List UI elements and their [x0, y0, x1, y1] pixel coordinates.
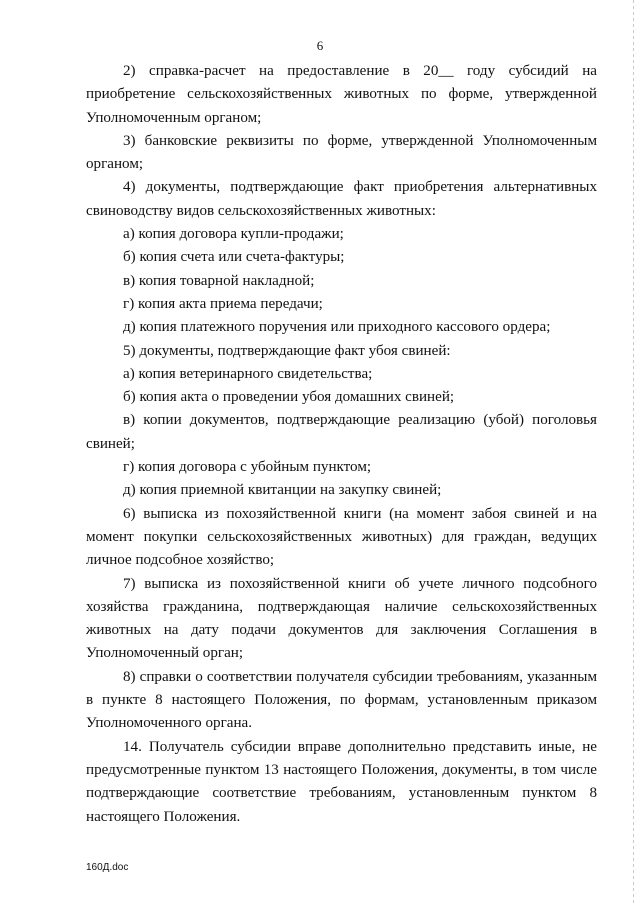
paragraph-clause-14: 14. Получатель субсидии вправе дополнительно представить иные, не предусмотренные пунктом 13 настоящего Положения, документы, в том числе подтверждающие соответствие требованиям, установленным пунктом 8 настоящего Положения.	[86, 738, 597, 825]
paragraph-item-7: 7) выписка из похозяйственной книги об учете личного подсобного хозяйства гражданина, подтверждающая наличие сельскохозяйственных животных на дату подачи документов для заключения Соглашения в Уполномоченный орган;	[86, 575, 597, 662]
paragraph-item-4g: г) копия акта приема передачи;	[123, 295, 323, 312]
paragraph-item-5a: а) копия ветеринарного свидетельства;	[123, 365, 373, 382]
document-body	[86, 60, 597, 829]
paragraph-item-4v: в) копия товарной накладной;	[123, 272, 315, 289]
paragraph-item-4d: д) копия платежного поручения или приходного кассового ордера;	[123, 319, 551, 336]
paragraph-item-5g: г) копия договора с убойным пунктом;	[123, 459, 372, 476]
paragraph-item-5d: д) копия приемной квитанции на закупку свиней;	[123, 482, 442, 499]
paragraph-item-6: 6) выписка из похозяйственной книги (на момент забоя свиней и на момент покупки сельскохозяйственных животных) для граждан, ведущих личное подсобное хозяйство;	[86, 505, 597, 569]
paragraph-item-3: 3) банковские реквизиты по форме, утвержденной Уполномоченным органом;	[86, 132, 597, 173]
paragraph-item-4b: б) копия счета или счета-фактуры;	[123, 249, 345, 266]
paragraph-item-5v: в) копии документов, подтверждающие реализацию (убой) поголовья свиней;	[86, 412, 597, 452]
paragraph-item-5b: б) копия акта о проведении убоя домашних свиней;	[123, 389, 455, 406]
paragraph-item-5: 5) документы, подтверждающие факт убоя свиней:	[123, 342, 451, 359]
file-name-footer: 160Д.doc	[86, 862, 129, 873]
page-number: 6	[316, 38, 324, 53]
scan-edge	[633, 0, 634, 905]
paragraph-item-4a: а) копия договора купли-продажи;	[123, 226, 344, 243]
paragraph-item-2: 2) справка-расчет на предоставление в 20__ году субсидий на приобретение сельскохозяйственных животных по форме, утвержденной Уполномоченным органом;	[86, 63, 597, 126]
paragraph-item-8: 8) справки о соответствии получателя субсидии требованиям, указанным в пункте 8 настоящего Положения, по формам, установленным приказом Уполномоченного органа.	[86, 668, 597, 732]
paragraph-item-4: 4) документы, подтверждающие факт приобретения альтернативных свиноводству видов сельскохозяйственных животных:	[86, 179, 597, 219]
